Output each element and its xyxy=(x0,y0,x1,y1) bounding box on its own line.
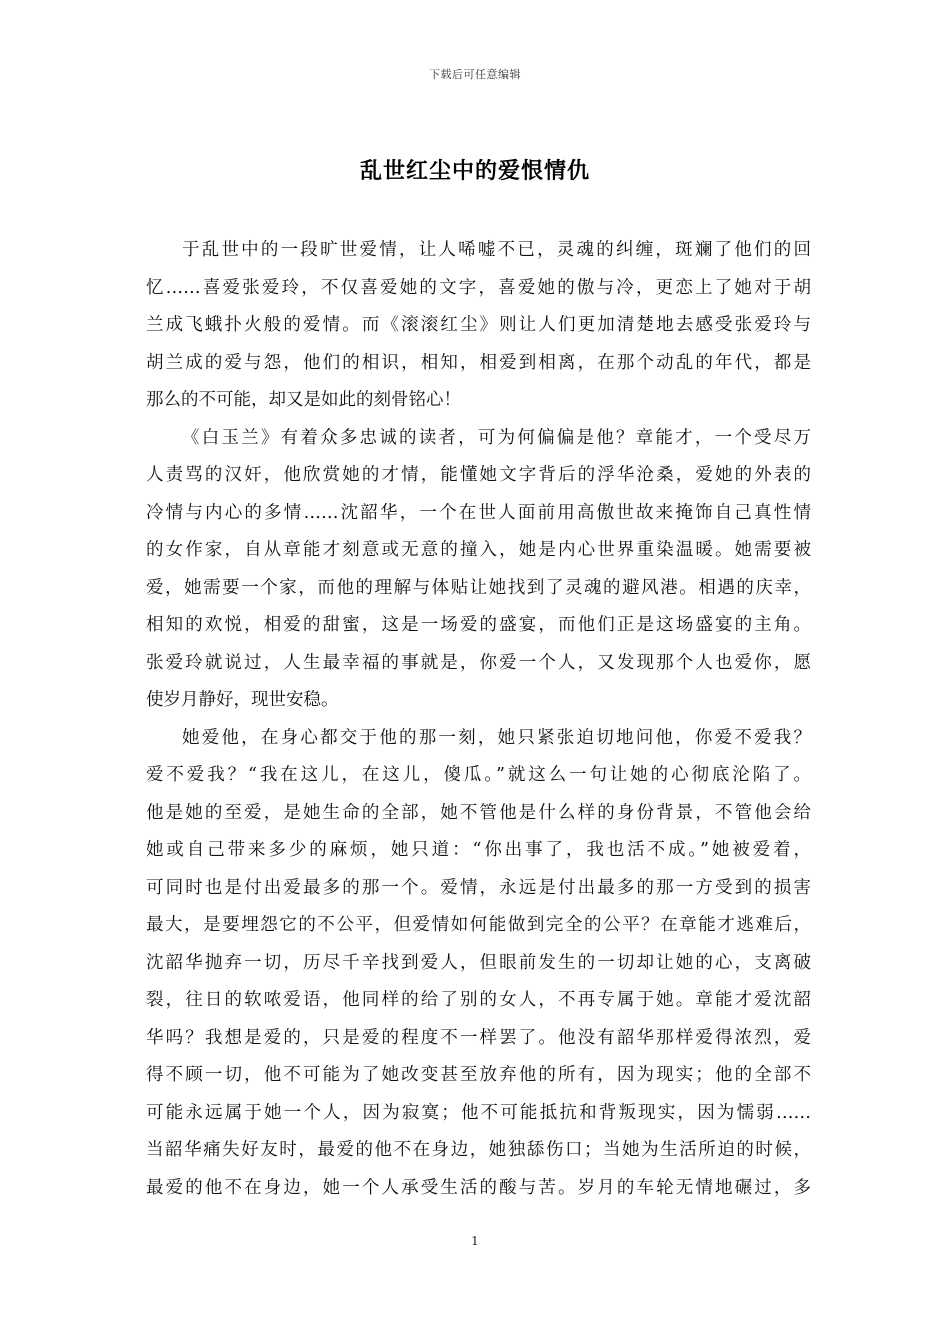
text-line: 她或自己带来多少的麻烦，她只道：“你出事了，我也活不成。”她被爱着， xyxy=(146,840,811,860)
page-number: 1 xyxy=(471,1234,479,1248)
text-line: 华吗？我想是爱的，只是爱的程度不一样罢了。他没有韶华那样爱得浓烈，爱 xyxy=(146,1027,811,1048)
text-line: 当韶华痛失好友时，最爱的他不在身边，她独舔伤口；当她为生活所迫的时候， xyxy=(146,1140,811,1160)
text-line: 爱，她需要一个家，而他的理解与体贴让她找到了灵魂的避风港。相遇的庆幸， xyxy=(146,577,811,598)
text-line: 最爱的他不在身边，她一个人承受生活的酸与苦。岁月的车轮无情地碾过，多 xyxy=(146,1177,811,1198)
text-line: 于乱世中的一段旷世爱情，让人唏嘘不已，灵魂的纠缠，斑斓了他们的回 xyxy=(182,240,811,260)
text-line: 她爱他，在身心都交于他的那一刻，她只紧张迫切地问他，你爱不爱我？ xyxy=(182,727,811,748)
text-line: 可能永远属于她一个人，因为寂寞；他不可能抵抗和背叛现实，因为懦弱…… xyxy=(146,1102,811,1123)
text-line: 沈韶华抛弃一切，历尽千辛找到爱人，但眼前发生的一切却让她的心，支离破 xyxy=(146,952,811,973)
text-line: 冷情与内心的多情……沈韶华，一个在世人面前用高傲世故来掩饰自己真性情 xyxy=(146,502,811,523)
paragraph xyxy=(146,720,811,1208)
paragraph xyxy=(146,232,811,420)
document-title: 乱世红尘中的爱恨情仇 xyxy=(359,158,590,184)
document-body xyxy=(146,232,811,1207)
text-line: 爱不爱我？“我在这儿，在这儿，傻瓜。”就这么一句让她的心彻底沦陷了。 xyxy=(146,765,811,785)
text-line: 胡兰成的爱与怨，他们的相识，相知，相爱到相离，在那个动乱的年代，都是 xyxy=(146,352,811,373)
text-line: 相知的欢悦，相爱的甜蜜，这是一场爱的盛宴，而他们正是这场盛宴的主角。 xyxy=(146,615,811,635)
page-header: 下载后可任意编辑 xyxy=(429,68,521,81)
text-line: 他是她的至爱，是她生命的全部，她不管他是什么样的身份背景，不管他会给 xyxy=(146,802,811,823)
text-line: 的女作家，自从章能才刻意或无意的撞入，她是内心世界重染温暖。她需要被 xyxy=(146,540,811,560)
text-line: 使岁月静好，现世安稳。 xyxy=(146,690,339,710)
text-line: 忆……喜爱张爱玲，不仅喜爱她的文字，喜爱她的傲与冷，更恋上了她对于胡 xyxy=(146,277,811,298)
text-line: 可同时也是付出爱最多的那一个。爱情，永远是付出最多的那一方受到的损害 xyxy=(146,877,811,898)
paragraph xyxy=(146,420,811,720)
text-line: 兰成飞蛾扑火般的爱情。而《滚滚红尘》则让人们更加清楚地去感受张爱玲与 xyxy=(146,315,811,335)
text-line: 张爱玲就说过，人生最幸福的事就是，你爱一个人，又发现那个人也爱你，愿 xyxy=(146,652,811,673)
text-line: 那么的不可能，却又是如此的刻骨铭心！ xyxy=(146,390,461,410)
text-line: 人责骂的汉奸，他欣赏她的才情，能懂她文字背后的浮华沧桑，爱她的外表的 xyxy=(146,465,811,485)
text-line: 《白玉兰》有着众多忠诚的读者，可为何偏偏是他？章能才，一个受尽万 xyxy=(182,427,811,448)
text-line: 最大，是要埋怨它的不公平，但爱情如何能做到完全的公平？在章能才逃难后， xyxy=(146,915,811,935)
text-line: 得不顾一切，他不可能为了她改变甚至放弃他的所有，因为现实；他的全部不 xyxy=(146,1065,811,1085)
text-line: 裂，往日的软哝爱语，他同样的给了别的女人，不再专属于她。章能才爱沈韶 xyxy=(146,990,811,1010)
